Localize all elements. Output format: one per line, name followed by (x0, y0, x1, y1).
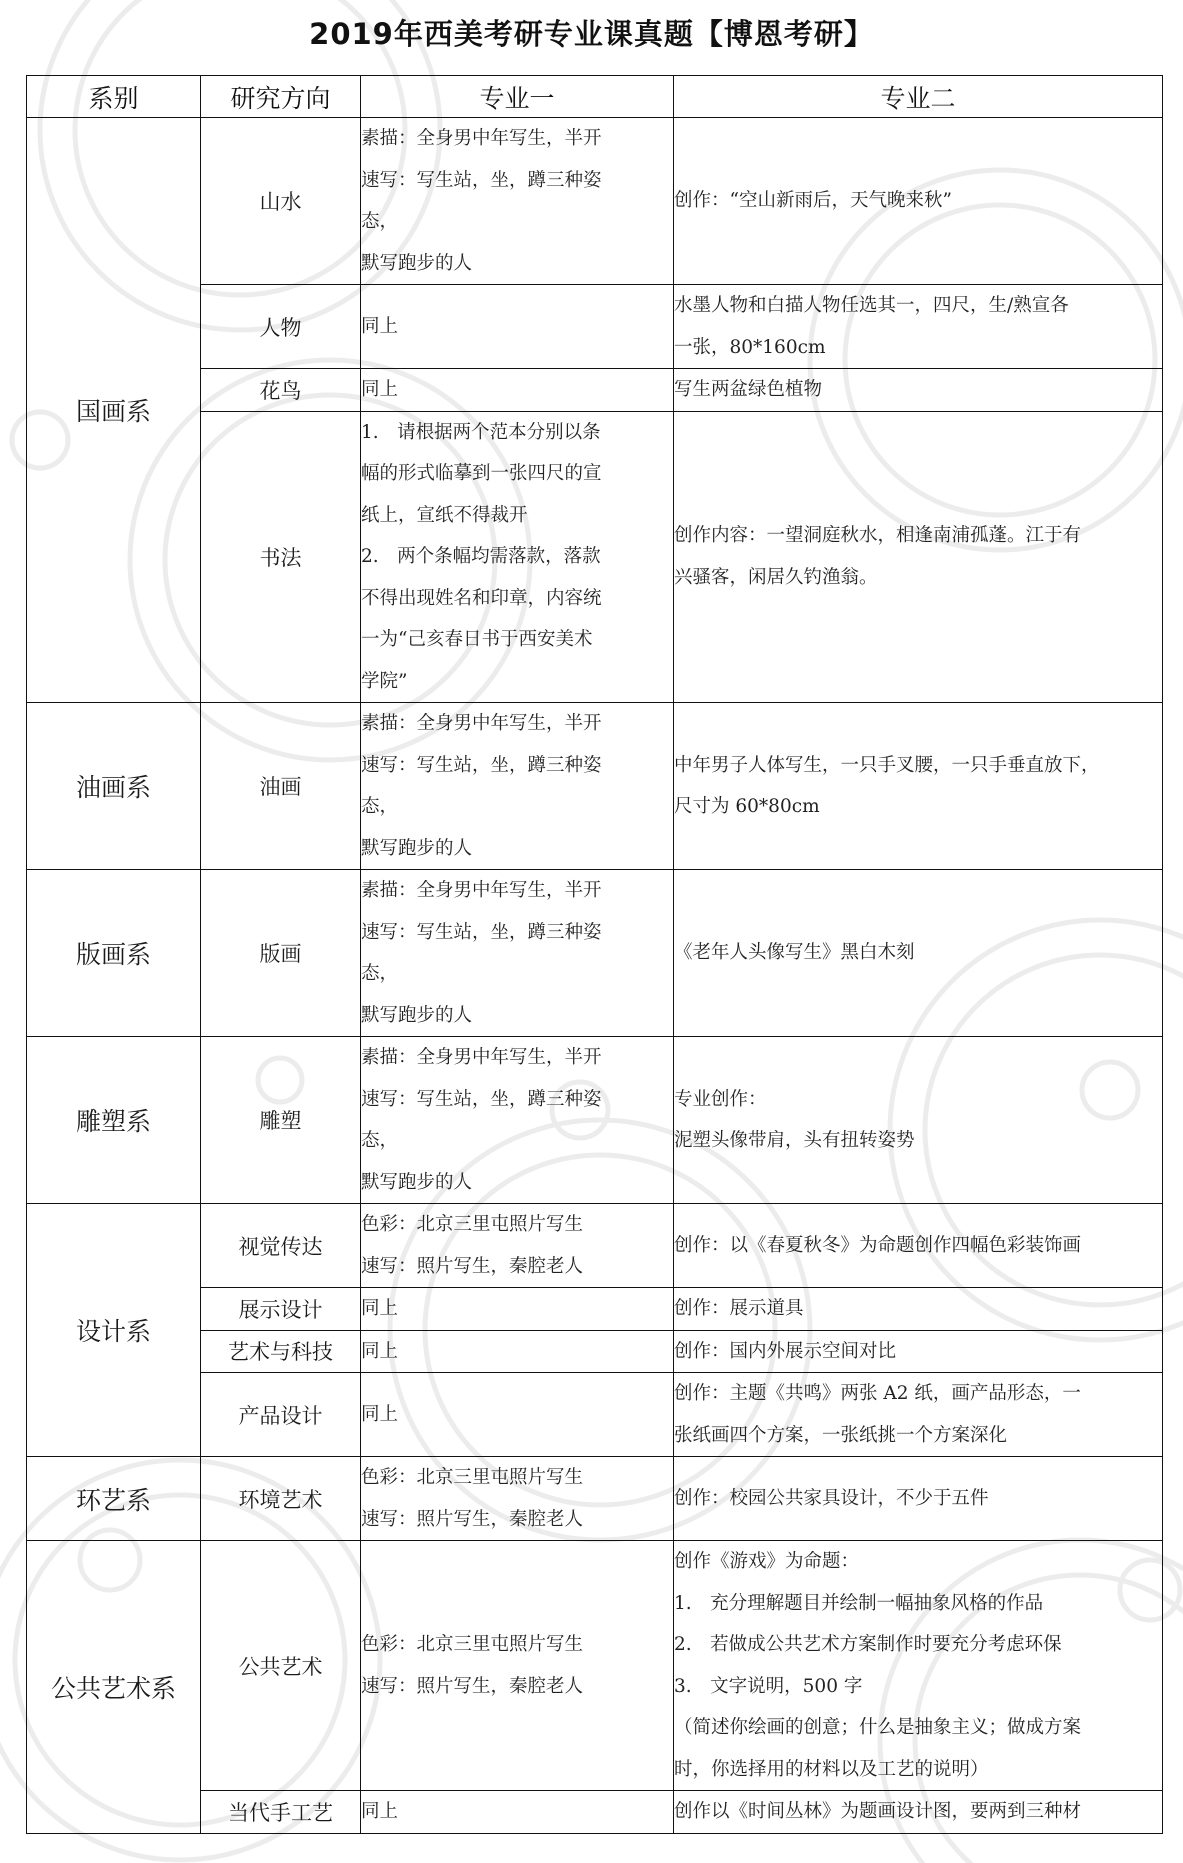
subject1-line: 色彩：北京三里屯照片写生 (361, 1467, 584, 1488)
subject1-line: 一为“己亥春日书于西安美术 (361, 629, 593, 650)
department-cell: 雕塑系 (27, 1037, 201, 1204)
department-cell: 环艺系 (27, 1457, 201, 1541)
direction-cell: 环境艺术 (201, 1457, 361, 1541)
subject1-cell (361, 1204, 674, 1288)
subject1-cell (361, 118, 674, 285)
subject2-line: 创作：展示道具 (674, 1298, 804, 1319)
subject1-line: 默写跑步的人 (361, 252, 473, 274)
subject1-line: 素描：全身男中年写生，半开 (361, 880, 602, 901)
subject1-cell (361, 1037, 674, 1204)
table-row (27, 870, 1163, 1037)
subject2-line: 3. 文字说明，500 字 (674, 1675, 863, 1697)
subject2-line: 1. 充分理解题目并绘制一幅抽象风格的作品 (674, 1592, 1044, 1614)
subject2-line: 专业创作： (674, 1088, 767, 1110)
subject1-line: 色彩：北京三里屯照片写生 (361, 1214, 584, 1235)
subject1-line: 1. 请根据两个范本分别以条 (361, 421, 601, 443)
subject2-cell (674, 1541, 1163, 1791)
subject1-line: 同上 (361, 315, 399, 337)
subject2-cell (674, 411, 1163, 703)
subject2-line: 创作：国内外展示空间对比 (674, 1340, 897, 1362)
subject2-line: 一张，80*160cm (674, 336, 826, 358)
table-row (27, 1037, 1163, 1204)
subject1-line: 默写跑步的人 (361, 1004, 473, 1026)
subject2-cell (674, 1457, 1163, 1541)
subject2-cell (674, 285, 1163, 369)
subject1-line: 同上 (361, 1801, 399, 1823)
subject1-line: 速写：照片写生，秦腔老人 (361, 1508, 584, 1530)
subject2-line: 创作：以《春夏秋冬》为命题创作四幅色彩装饰画 (674, 1234, 1082, 1256)
table-row (27, 1457, 1163, 1541)
subject2-line: 张纸画四个方案，一张纸挑一个方案深化 (674, 1424, 1008, 1446)
direction-cell: 油画 (201, 703, 361, 870)
subject1-line: 学院” (361, 670, 408, 692)
subject1-line: 速写：写生站，坐，蹲三种姿 (361, 754, 602, 776)
direction-cell: 产品设计 (201, 1373, 361, 1457)
subject2-line: 水墨人物和白描人物任选其一，四尺，生/熟宣各 (674, 295, 1069, 316)
subject2-cell (674, 118, 1163, 285)
subject2-line: （简述你绘画的创意；什么是抽象主义；做成方案 (674, 1717, 1082, 1739)
subject2-line: 泥塑头像带肩，头有扭转姿势 (674, 1130, 915, 1151)
header-subject1: 专业一 (361, 76, 674, 118)
subject1-cell (361, 285, 674, 369)
subject1-line: 速写：写生站，坐，蹲三种姿 (361, 169, 602, 191)
department-cell: 国画系 (27, 118, 201, 703)
direction-cell: 山水 (201, 118, 361, 285)
subject1-line: 态， (361, 211, 399, 232)
subject1-line: 默写跑步的人 (361, 1171, 473, 1193)
subject2-line: 创作《游戏》为命题： (674, 1551, 860, 1573)
subject1-line: 素描：全身男中年写生，半开 (361, 1047, 602, 1068)
subject2-line: 时，你选择用的材料以及工艺的说明） (674, 1758, 989, 1780)
subject1-cell (361, 1373, 674, 1457)
subject2-cell (674, 703, 1163, 870)
subject2-line: 创作以《时间丛林》为题画设计图，要两到三种材 (674, 1801, 1082, 1823)
subject1-cell (361, 411, 674, 703)
subject2-line: 创作内容：一望洞庭秋水，相逢南浦孤蓬。江于有 (674, 525, 1082, 547)
subject1-cell (361, 1330, 674, 1373)
subject2-cell (674, 1037, 1163, 1204)
subject2-cell (674, 369, 1163, 412)
subject1-line: 速写：照片写生，秦腔老人 (361, 1675, 584, 1697)
subject1-cell (361, 1288, 674, 1331)
subject1-cell (361, 703, 674, 870)
table-row (27, 703, 1163, 870)
subject2-line: 创作：校园公共家具设计，不少于五件 (674, 1487, 989, 1509)
subject1-line: 态， (361, 963, 399, 984)
subject1-line: 幅的形式临摹到一张四尺的宣 (361, 463, 602, 484)
direction-cell: 艺术与科技 (201, 1330, 361, 1373)
subject1-line: 速写：写生站，坐，蹲三种姿 (361, 1088, 602, 1110)
subject1-line: 同上 (361, 1340, 399, 1362)
subject1-line: 色彩：北京三里屯照片写生 (361, 1634, 584, 1656)
direction-cell: 雕塑 (201, 1037, 361, 1204)
department-cell: 油画系 (27, 703, 201, 870)
direction-cell: 当代手工艺 (201, 1791, 361, 1834)
direction-cell: 展示设计 (201, 1288, 361, 1331)
subject1-line: 速写：写生站，坐，蹲三种姿 (361, 921, 602, 943)
subject2-line: 《老年人头像写生》黑白木刻 (674, 942, 915, 964)
subject1-line: 素描：全身男中年写生，半开 (361, 713, 602, 734)
subject1-line: 纸上，宣纸不得裁开 (361, 504, 528, 526)
header-department: 系别 (27, 76, 201, 118)
subject2-cell (674, 1204, 1163, 1288)
subject1-line: 同上 (361, 1403, 399, 1425)
subject2-cell (674, 1791, 1163, 1834)
subject1-cell (361, 369, 674, 412)
department-cell: 版画系 (27, 870, 201, 1037)
table-header-row (27, 76, 1163, 118)
subject1-line: 态， (361, 1130, 399, 1151)
subject2-line: 尺寸为 60*80cm (674, 796, 820, 817)
subject2-line: 兴骚客，闲居久钓渔翁。 (674, 566, 878, 588)
subject1-cell (361, 1791, 674, 1834)
header-subject2: 专业二 (674, 76, 1163, 118)
subject1-line: 态， (361, 796, 399, 817)
subject2-cell (674, 1373, 1163, 1457)
subject1-line: 速写：照片写生，秦腔老人 (361, 1255, 584, 1277)
direction-cell: 书法 (201, 411, 361, 703)
direction-cell: 公共艺术 (201, 1541, 361, 1791)
direction-cell: 视觉传达 (201, 1204, 361, 1288)
subject1-line: 不得出现姓名和印章，内容统 (361, 587, 602, 609)
table-row (27, 1541, 1163, 1791)
subject1-cell (361, 1541, 674, 1791)
subject2-line: 创作：“空山新雨后，天气晚来秋” (674, 190, 952, 212)
subject1-cell (361, 1457, 674, 1541)
subject1-cell (361, 870, 674, 1037)
direction-cell: 版画 (201, 870, 361, 1037)
subject2-line: 2. 若做成公共艺术方案制作时要充分考虑环保 (674, 1634, 1062, 1656)
subject2-cell (674, 870, 1163, 1037)
subject2-cell (674, 1288, 1163, 1331)
table-row (27, 1204, 1163, 1288)
table-row (27, 118, 1163, 285)
direction-cell: 人物 (201, 285, 361, 369)
subject1-line: 2. 两个条幅均需落款，落款 (361, 546, 601, 567)
subject2-line: 中年男子人体写生，一只手叉腰，一只手垂直放下， (674, 754, 1100, 776)
direction-cell: 花鸟 (201, 369, 361, 412)
subject2-line: 创作：主题《共鸣》两张 A2 纸，画产品形态，一 (674, 1383, 1081, 1404)
page-title: 2019年西美考研专业课真题【博恩考研】 (309, 17, 874, 51)
department-cell: 设计系 (27, 1204, 201, 1457)
subject2-line: 写生两盆绿色植物 (674, 379, 823, 400)
subject1-line: 同上 (361, 1298, 399, 1319)
subject1-line: 同上 (361, 379, 399, 400)
header-direction: 研究方向 (201, 76, 361, 118)
subject2-cell (674, 1330, 1163, 1373)
subject1-line: 默写跑步的人 (361, 837, 473, 859)
subject1-line: 素描：全身男中年写生，半开 (361, 128, 602, 149)
exam-table (26, 75, 1163, 1834)
department-cell: 公共艺术系 (27, 1541, 201, 1834)
